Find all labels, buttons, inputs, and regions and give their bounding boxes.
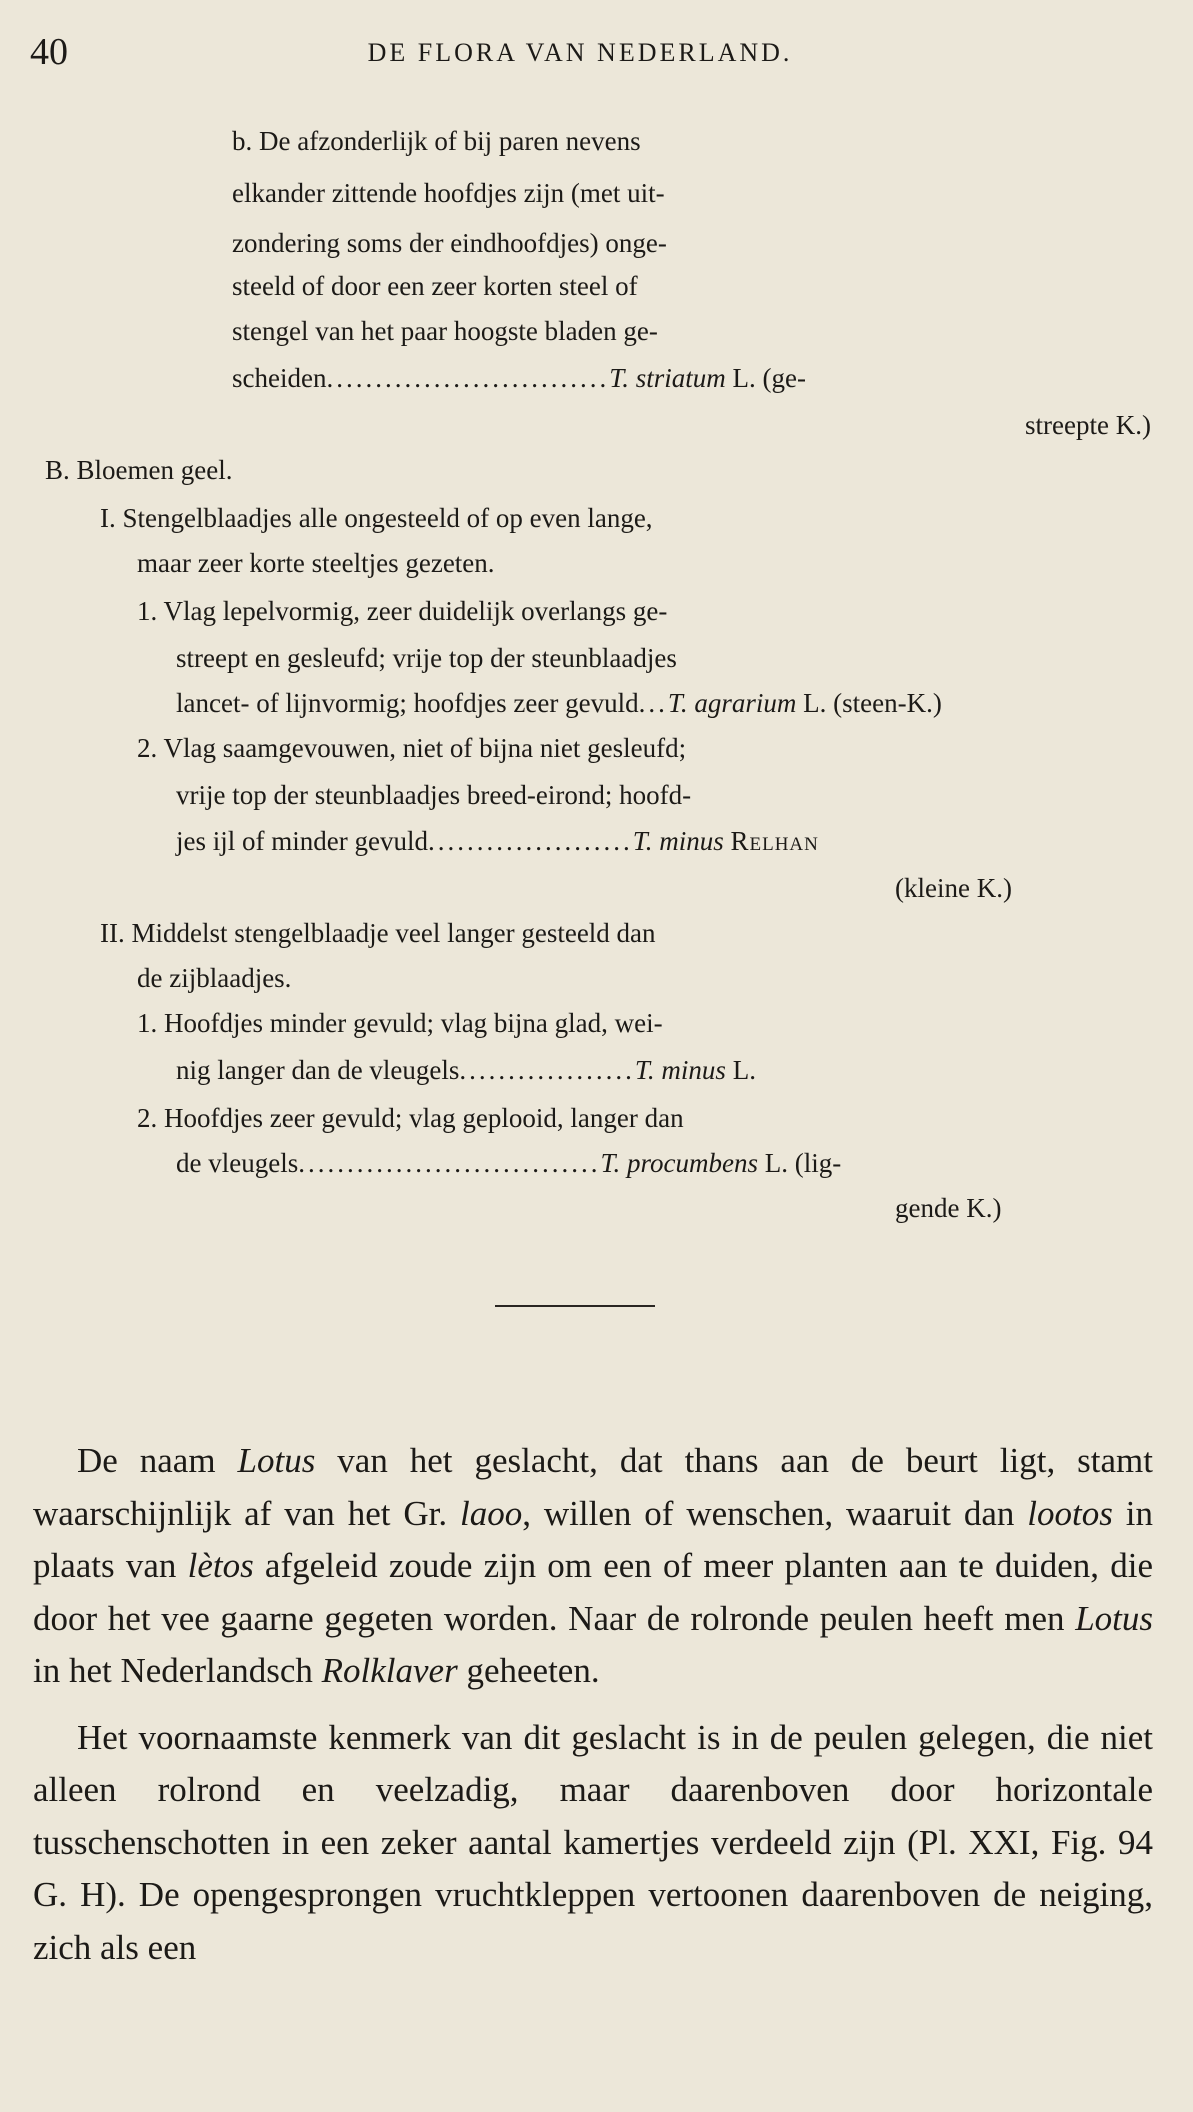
key-text: jes ijl of minder gevuld <box>176 826 428 856</box>
key-line: zondering soms der eindhoofdjes) onge- <box>232 228 667 258</box>
key-line: lancet- of lijnvormig; hoofdjes zeer gevuld...T. agrarium L. (steen-K.) <box>176 688 942 718</box>
key-line: vrije top der steunblaadjes breed-eirond; hoofd- <box>176 780 692 810</box>
greek-word: laoo <box>460 1493 523 1533</box>
genus-name: Lotus <box>237 1441 316 1480</box>
species-author: L. <box>732 1055 756 1085</box>
key-line: steeld of door een zeer korten steel of <box>232 271 638 301</box>
key-line: I. Stengelblaadjes alle ongesteeld of op even lange, <box>100 503 653 533</box>
key-line: nig langer dan de vleugels..................T. minus L. <box>176 1055 756 1085</box>
dutch-name: Rolklaver <box>321 1651 458 1690</box>
species-author: L. (ge- <box>732 363 806 393</box>
running-title: DE FLORA VAN NEDERLAND. <box>367 38 793 67</box>
key-line: 2. Vlag saamgevouwen, niet of bijna niet gesleufd; <box>137 733 687 763</box>
greek-word: lootos <box>1027 1493 1113 1533</box>
species-name: T. minus <box>634 1055 726 1085</box>
paragraph: Het voornaamste kenmerk van dit geslacht is in de peulen gelegen, die niet alleen rolrond en veelzadig, maar daarenboven door horizontale tusschenschotten in een zeker aantal kamertjes verdeeld zijn (Pl. XXI, Fig. 94 G. H). De opengesprongen vruchtkleppen vertoonen daarenboven de neiging, zich als een <box>33 1717 1153 1967</box>
greek-word: lètos <box>187 1546 254 1585</box>
species-name: T. agrarium <box>667 688 797 718</box>
key-heading: B. Bloemen geel. <box>45 455 233 485</box>
key-line: streept en gesleufd; vrije top der steunblaadjes <box>176 643 677 673</box>
key-line: 1. Vlag lepelvormig, zeer duidelijk overlangs ge- <box>137 596 668 626</box>
key-line: II. Middelst stengelblaadje veel langer gesteeld dan <box>100 918 656 948</box>
species-author: Relhan <box>730 826 819 856</box>
common-name: gende K.) <box>895 1193 1002 1223</box>
species-name: T. procumbens <box>600 1148 758 1178</box>
key-line: 1. Hoofdjes minder gevuld; vlag bijna glad, wei- <box>137 1008 663 1038</box>
species-name: T. minus <box>632 826 724 856</box>
body-text <box>33 1435 1153 1974</box>
key-line: de vleugels...............................T. procumbens L. (lig- <box>176 1148 842 1178</box>
key-text: de vleugels <box>176 1148 299 1178</box>
species-name: T. striatum <box>609 363 726 393</box>
key-line: jes ijl of minder gevuld.....................T. minus Relhan <box>176 826 819 856</box>
key-line: maar zeer korte steeltjes gezeten. <box>137 548 495 578</box>
key-text: lancet- of lijnvormig; hoofdjes zeer gevuld <box>176 688 639 718</box>
key-text: nig langer dan de vleugels <box>176 1055 460 1085</box>
common-name: streepte K.) <box>1025 410 1151 440</box>
key-line: 2. Hoofdjes zeer gevuld; vlag geplooid, langer dan <box>137 1103 684 1133</box>
key-line: scheiden.............................T. striatum L. (ge- <box>232 363 806 393</box>
section-divider <box>495 1305 655 1307</box>
page-number: 40 <box>30 31 68 73</box>
genus-name: Lotus <box>1075 1598 1153 1638</box>
common-name: (kleine K.) <box>895 873 1012 903</box>
species-author: L. (steen-K.) <box>803 688 942 718</box>
key-line: b. De afzonderlijk of bij paren nevens <box>232 126 641 156</box>
paragraph: De naam Lotus van het geslacht, dat thans aan de beurt ligt, stamt waarschijnlijk af van het Gr. laoo, willen of wenschen, waaruit dan lootos in plaats van lètos afgeleid zoude zijn om een of meer planten aan te duiden, die door het vee gaarne gegeten worden. Naar de rolronde peulen heeft men Lotus in het Nederlandsch Rolklaver geheeten. <box>33 1441 1153 1690</box>
key-line: stengel van het paar hoogste bladen ge- <box>232 316 658 346</box>
key-line: elkander zittende hoofdjes zijn (met uit- <box>232 178 665 208</box>
species-author: L. (lig- <box>764 1148 842 1178</box>
key-line: de zijblaadjes. <box>137 963 292 993</box>
key-text: scheiden <box>232 363 327 393</box>
